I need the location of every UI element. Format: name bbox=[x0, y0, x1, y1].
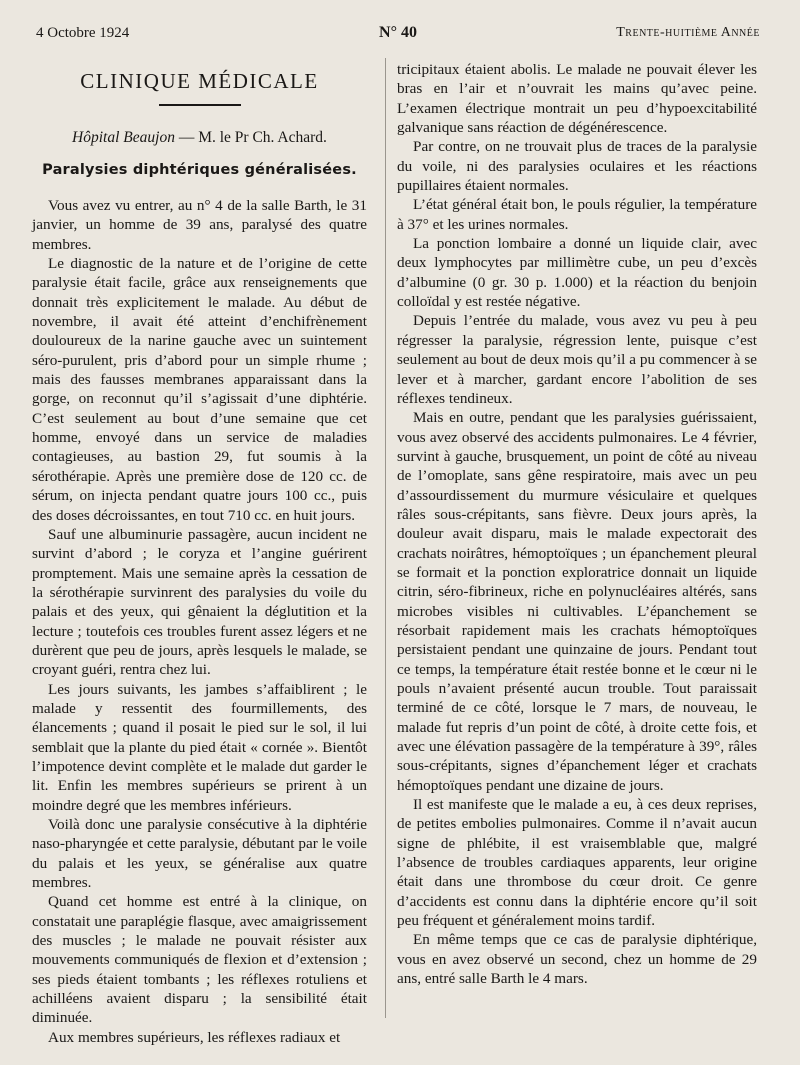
issue-date: 4 Octobre 1924 bbox=[36, 25, 130, 41]
hospital-name: Hôpital Beaujon bbox=[72, 129, 175, 146]
paragraph: L’état général était bon, le pouls régulier, la température à 37° et les urines normales. bbox=[397, 196, 757, 233]
paragraph: Vous avez vu entrer, au n° 4 de la salle Barth, le 31 janvier, un homme de 39 ans, paralysé des quatre membres. bbox=[32, 197, 367, 253]
section-title: CLINIQUE MÉDICALE bbox=[80, 69, 319, 93]
paragraph: Aux membres supérieurs, les réflexes radiaux et bbox=[48, 1028, 341, 1046]
paragraph: Quand cet homme est entré à la clinique, on constatait une paraplégie flasque, avec amaigrissement des muscles ; le malade ne pouvait résister aux mouvements communiqués de flexion et d’extension ; ses pieds étaient tombants ; les réflexes rotuliens et achilléens avaient disparu ; la sensibilité était diminuée. bbox=[32, 893, 367, 1027]
issue-number: N° 40 bbox=[379, 24, 417, 41]
author-name: — M. le Pr Ch. Achard. bbox=[178, 129, 327, 146]
title-rule bbox=[159, 104, 241, 106]
paragraph: En même temps que ce cas de paralysie diphtérique, vous en avez observé un second, chez un homme de 29 ans, entré salle Barth le 4 mars. bbox=[397, 931, 757, 988]
paragraph: Les jours suivants, les jambes s’affaiblirent ; le malade y ressentit des fourmillements, des élancements ; quand il posait le pied sur le sol, il lui semblait que la plante du pied était « cornée ». Bientôt l’impotence devint complète et le malade dut garder le lit. Enfin les membres supérieurs se prirent à un moindre degré que les membres inférieurs. bbox=[32, 680, 367, 814]
paragraph: Mais en outre, pendant que les paralysies guérissaient, vous avez observé des accidents pulmonaires. Le 4 février, survint à gauche, brusquement, un point de côté au niveau de l’omoplate, sans gêne respiratoire, mais avec un peu d’assourdissement du murmure vésiculaire et quelques râles sous-crépitants, sans fièvre. Deux jours après, la douleur avait disparu, mais le malade expectorait des crachats noirâtres, hémoptoïques ; un épanchement pleural se formait et la ponction exploratrice donnait un liquide citrin, séro-fibrineux, riche en polynucléaires altérés, sans microbes visibles ni cultivables. L’épanchement se résorbait rapidement mais les crachats hémoptoïques persistaient pendant une quinzaine de jours. Pendant tout ce temps, la température était restée bonne et le cœur ni le pouls n’avaient présenté aucun trouble. Tout paraissait terminé de ce côté, lorsque le 7 mars, de nouveau, le malade fut repris d’un point de côté, à droite cette fois, et avec une élévation passagère de la température à 39°, râles sous-crépitants, signes d’épanchement léger et crachats hémoptoïques pendant une dizaine de jours. bbox=[397, 409, 757, 794]
paragraph: Sauf une albuminurie passagère, aucun incident ne survint d’abord ; le coryza et l’angine guérirent promptement. Mais une semaine après la cessation de la sérothérapie survinrent des paralysies du voile du palais et des yeux, qui gênaient la déglutition et la lecture ; toutefois ces troubles furent assez légers et ne durèrent que peu de jours, après lesquels le malade, se croyant guéri, rentra chez lui. bbox=[32, 525, 367, 679]
paragraph: Le diagnostic de la nature et de l’origine de cette paralysie était facile, grâce aux renseignements que donnait très explicitement le malade. Au début de novembre, il avait été atteint d’enchifrènement douloureux de la narine gauche avec un suintement séro-purulent, pris d’abord pour un simple rhume ; mais des fausses membranes apparaissant dans la gorge, on reconnut qu’il s’agissait d’une diphtérie. C’est seulement au bout d’une semaine que cet homme, envoyé dans un service de maladies contagieuses, au bastion 29, fut soumis à la sérothérapie. Après une première dose de 120 cc. de sérum, on injecta pendant quatre jours 100 cc., puis des doses décroissantes, en tout 710 cc. en huit jours. bbox=[32, 255, 367, 524]
article-byline bbox=[32, 128, 367, 148]
page-header bbox=[36, 22, 760, 44]
paragraph: Voilà donc une paralysie consécutive à la diphtérie naso-pharyngée et cette paralysie, débutant par le voile du palais et les yeux, se généralise aux quatre membres. bbox=[32, 816, 367, 892]
left-column bbox=[32, 60, 367, 1047]
volume-year: Trente-huitième Année bbox=[616, 25, 760, 40]
column-divider bbox=[385, 58, 386, 1018]
paragraph: Il est manifeste que le malade a eu, à ces deux reprises, de petites embolies pulmonaires. Comme il n’avait aucun signe de phlébite, il est vraisemblable que, malgré l’absence de troubles cardiaques apparents, leur origine était dans une thrombose du cœur droit. Ce genre d’accidents est connu dans la diphtérie encore qu’il soit peu fréquent et généralement moins tardif. bbox=[397, 796, 757, 930]
article-title: Paralysies diphtériques généralisées. bbox=[42, 162, 357, 178]
paragraph: La ponction lombaire a donné un liquide clair, avec deux lymphocytes par millimètre cube, un peu d’excès d’albumine (0 gr. 30 p. 1.000) et la réaction du benjoin colloïdal y est restée négative. bbox=[397, 235, 757, 311]
paragraph: Par contre, on ne trouvait plus de traces de la paralysie du voile, ni des paralysies oculaires et les réactions pupillaires étaient normales. bbox=[397, 138, 757, 195]
paragraph: Depuis l’entrée du malade, vous avez vu peu à peu régresser la paralysie, régression lente, puisque c’est seulement au bout de deux mois qu’il a pu commencer à se lever et à marcher, gardant encore l’abolition de ses réflexes tendineux. bbox=[397, 312, 757, 407]
right-column bbox=[397, 60, 757, 989]
paragraph-continued: tricipitaux étaient abolis. Le malade ne pouvait élever les bras en l’air et n’ouvrait les mains qu’avec peine. L’examen électrique montrait un peu d’hypoexcitabilité galvanique sans réaction de dégénérescence. bbox=[397, 61, 757, 137]
